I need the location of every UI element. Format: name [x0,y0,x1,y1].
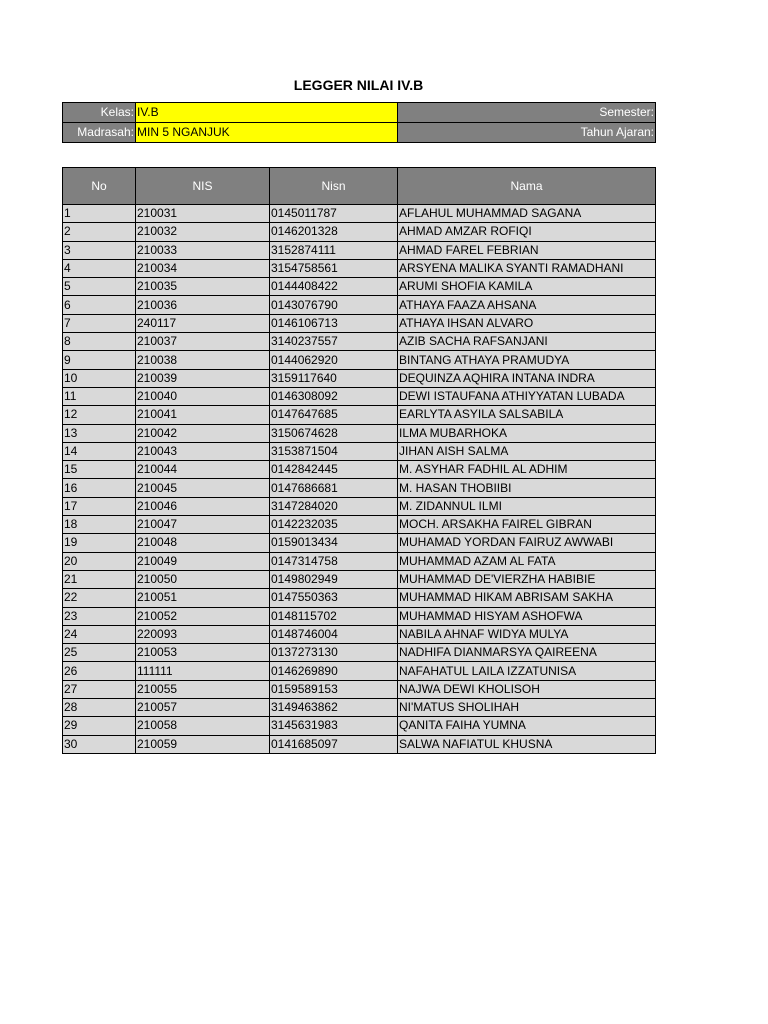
table-row [63,516,656,534]
cell-nis[interactable]: 210035 [136,278,270,296]
cell-nis[interactable]: 210046 [136,497,270,515]
cell-nama[interactable]: ATHAYA FAAZA AHSANA [398,296,656,314]
header-nisn: Nisn [270,168,398,205]
cell-nisn[interactable]: 0148746004 [270,625,398,643]
table-row [63,662,656,680]
cell-nama[interactable]: EARLYTA ASYILA SALSABILA [398,406,656,424]
cell-nisn[interactable]: 3152874111 [270,241,398,259]
madrasah-label: Madrasah: [63,123,136,143]
cell-nis[interactable]: 210050 [136,570,270,588]
cell-nama[interactable]: NI'MATUS SHOLIHAH [398,699,656,717]
cell-nama[interactable]: MUHAMMAD DE'VIERZHA HABIBIE [398,570,656,588]
cell-no[interactable]: 10 [63,369,136,387]
cell-nisn[interactable]: 0146106713 [270,314,398,332]
cell-nama[interactable]: AZIB SACHA RAFSANJANI [398,333,656,351]
cell-no[interactable]: 19 [63,534,136,552]
cell-nis[interactable]: 210045 [136,479,270,497]
cell-nis[interactable]: 210051 [136,589,270,607]
cell-nama[interactable]: M. ASYHAR FADHIL AL ADHIM [398,461,656,479]
cell-nis[interactable]: 210047 [136,516,270,534]
cell-no[interactable]: 15 [63,461,136,479]
cell-nis[interactable]: 210053 [136,644,270,662]
cell-nama[interactable]: AHMAD FAREL FEBRIAN [398,241,656,259]
page-title: LEGGER NILAI IV.B [293,77,424,93]
cell-nis[interactable]: 210048 [136,534,270,552]
cell-nis[interactable]: 210037 [136,333,270,351]
cell-nisn[interactable]: 0147550363 [270,589,398,607]
cell-nisn[interactable]: 3147284020 [270,497,398,515]
cell-nama[interactable]: ARSYENA MALIKA SYANTI RAMADHANI [398,259,656,277]
header-nama: Nama [398,168,656,205]
cell-nisn[interactable]: 0146201328 [270,223,398,241]
cell-nis[interactable]: 210049 [136,552,270,570]
cell-nis[interactable]: 210044 [136,461,270,479]
table-row [63,644,656,662]
cell-nisn[interactable]: 0159589153 [270,680,398,698]
cell-no[interactable]: 23 [63,607,136,625]
cell-nis[interactable]: 210039 [136,369,270,387]
cell-no[interactable]: 11 [63,387,136,405]
cell-nisn[interactable]: 3145631983 [270,717,398,735]
cell-nisn[interactable]: 0144062920 [270,351,398,369]
cell-nisn[interactable]: 0147314758 [270,552,398,570]
cell-nama[interactable]: ARUMI SHOFIA KAMILA [398,278,656,296]
cell-nis[interactable]: 210059 [136,735,270,753]
cell-no[interactable]: 2 [63,223,136,241]
cell-nis[interactable]: 210040 [136,387,270,405]
table-row [63,278,656,296]
cell-nisn[interactable]: 0147647685 [270,406,398,424]
cell-nama[interactable]: DEWI ISTAUFANA ATHIYYATAN LUBADA [398,387,656,405]
cell-nama[interactable]: MOCH. ARSAKHA FAIREL GIBRAN [398,516,656,534]
cell-nama[interactable]: AFLAHUL MUHAMMAD SAGANA [398,205,656,223]
table-row [63,461,656,479]
cell-nama[interactable]: M. ZIDANNUL ILMI [398,497,656,515]
cell-no[interactable]: 20 [63,552,136,570]
cell-no[interactable]: 9 [63,351,136,369]
cell-nis[interactable]: 220093 [136,625,270,643]
table-row [63,369,656,387]
cell-nama[interactable]: NABILA AHNAF WIDYA MULYA [398,625,656,643]
cell-no[interactable]: 3 [63,241,136,259]
cell-nisn[interactable]: 3149463862 [270,699,398,717]
cell-nis[interactable]: 210038 [136,351,270,369]
cell-nisn[interactable]: 3153871504 [270,442,398,460]
info-row-kelas [63,103,656,123]
cell-nisn[interactable]: 0146269890 [270,662,398,680]
table-row [63,589,656,607]
cell-nisn[interactable]: 0146308092 [270,387,398,405]
cell-no[interactable]: 26 [63,662,136,680]
cell-nisn[interactable]: 0149802949 [270,570,398,588]
student-table-body [63,205,656,754]
cell-nis[interactable]: 210043 [136,442,270,460]
cell-nama[interactable]: QANITA FAIHA YUMNA [398,717,656,735]
cell-nama[interactable]: SALWA NAFIATUL KHUSNA [398,735,656,753]
cell-nis[interactable]: 240117 [136,314,270,332]
cell-no[interactable]: 29 [63,717,136,735]
cell-nama[interactable]: NADHIFA DIANMARSYA QAIREENA [398,644,656,662]
cell-nisn[interactable]: 0137273130 [270,644,398,662]
cell-nis[interactable]: 210041 [136,406,270,424]
table-row [63,699,656,717]
cell-nisn[interactable]: 0145011787 [270,205,398,223]
table-row [63,607,656,625]
cell-no[interactable]: 24 [63,625,136,643]
cell-nis[interactable]: 111111 [136,662,270,680]
cell-no[interactable]: 14 [63,442,136,460]
cell-nis[interactable]: 210034 [136,259,270,277]
cell-no[interactable]: 17 [63,497,136,515]
table-row [63,534,656,552]
cell-nisn[interactable]: 0148115702 [270,607,398,625]
cell-no[interactable]: 12 [63,406,136,424]
table-row [63,205,656,223]
cell-nis[interactable]: 210031 [136,205,270,223]
cell-no[interactable]: 22 [63,589,136,607]
semester-label: Semester: [398,103,656,123]
cell-nis[interactable]: 210052 [136,607,270,625]
cell-nama[interactable]: MUHAMMAD HISYAM ASHOFWA [398,607,656,625]
header-no: No [63,168,136,205]
cell-nisn[interactable]: 3150674628 [270,424,398,442]
cell-no[interactable]: 8 [63,333,136,351]
cell-nis[interactable]: 210057 [136,699,270,717]
cell-no[interactable]: 25 [63,644,136,662]
kelas-value[interactable]: IV.B [136,103,398,123]
student-table [62,167,656,754]
cell-nisn[interactable]: 0159013434 [270,534,398,552]
cell-nama[interactable]: DEQUINZA AQHIRA INTANA INDRA [398,369,656,387]
table-row [63,351,656,369]
table-row [63,387,656,405]
cell-nisn[interactable]: 3140237557 [270,333,398,351]
kelas-label: Kelas: [63,103,136,123]
cell-nisn[interactable]: 3159117640 [270,369,398,387]
cell-nis[interactable]: 210033 [136,241,270,259]
cell-no[interactable]: 6 [63,296,136,314]
cell-nama[interactable]: M. HASAN THOBIIBI [398,479,656,497]
cell-no[interactable]: 4 [63,259,136,277]
table-row [63,497,656,515]
cell-no[interactable]: 5 [63,278,136,296]
info-table [62,102,656,143]
table-row [63,552,656,570]
cell-nis[interactable]: 210058 [136,717,270,735]
table-row [63,625,656,643]
cell-nama[interactable]: NAJWA DEWI KHOLISOH [398,680,656,698]
cell-nis[interactable]: 210036 [136,296,270,314]
cell-nisn[interactable]: 0142232035 [270,516,398,534]
cell-nis[interactable]: 210042 [136,424,270,442]
table-row [63,570,656,588]
cell-no[interactable]: 13 [63,424,136,442]
table-row [63,479,656,497]
cell-nama[interactable]: BINTANG ATHAYA PRAMUDYA [398,351,656,369]
cell-nama[interactable]: MUHAMMAD HIKAM ABRISAM SAKHA [398,589,656,607]
table-row [63,717,656,735]
table-row [63,680,656,698]
cell-nama[interactable]: AHMAD AMZAR ROFIQI [398,223,656,241]
cell-nama[interactable]: JIHAN AISH SALMA [398,442,656,460]
header-nis: NIS [136,168,270,205]
cell-no[interactable]: 30 [63,735,136,753]
cell-no[interactable]: 7 [63,314,136,332]
cell-no[interactable]: 27 [63,680,136,698]
cell-nama[interactable]: ILMA MUBARHOKA [398,424,656,442]
cell-no[interactable]: 21 [63,570,136,588]
cell-nama[interactable]: MUHAMMAD AZAM AL FATA [398,552,656,570]
table-row [63,259,656,277]
cell-nama[interactable]: ATHAYA IHSAN ALVARO [398,314,656,332]
cell-no[interactable]: 16 [63,479,136,497]
cell-no[interactable]: 1 [63,205,136,223]
info-row-madrasah [63,123,656,143]
table-row [63,223,656,241]
cell-nisn[interactable]: 0141685097 [270,735,398,753]
cell-nama[interactable]: NAFAHATUL LAILA IZZATUNISA [398,662,656,680]
cell-nisn[interactable]: 3154758561 [270,259,398,277]
cell-no[interactable]: 28 [63,699,136,717]
table-row [63,406,656,424]
table-row [63,314,656,332]
cell-no[interactable]: 18 [63,516,136,534]
cell-nis[interactable]: 210055 [136,680,270,698]
table-row [63,735,656,753]
cell-nama[interactable]: MUHAMAD YORDAN FAIRUZ AWWABI [398,534,656,552]
table-row [63,424,656,442]
tahun-ajaran-label: Tahun Ajaran: [398,123,656,143]
cell-nisn[interactable]: 0142842445 [270,461,398,479]
cell-nisn[interactable]: 0144408422 [270,278,398,296]
cell-nisn[interactable]: 0147686681 [270,479,398,497]
table-row [63,333,656,351]
table-row [63,296,656,314]
cell-nis[interactable]: 210032 [136,223,270,241]
table-header-row [63,168,656,205]
cell-nisn[interactable]: 0143076790 [270,296,398,314]
table-row [63,241,656,259]
table-row [63,442,656,460]
madrasah-value[interactable]: MIN 5 NGANJUK [136,123,398,143]
